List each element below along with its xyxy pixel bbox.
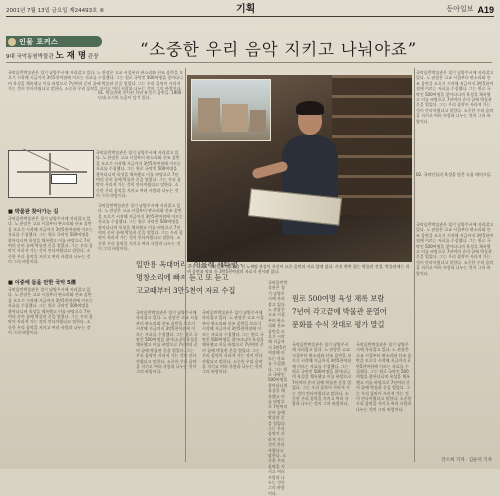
location-map [8,150,94,198]
body-column-5: 국악음반박물관은 경기 남양주시에 자리잡고 있다. 노 관장은 고교 시절부터 판소리와 산조 음반을 모으기 시작해 지금까지 3만5천여점에 이르는 자료를 수집했다. 그는 원로 국악인 500여명을 찾아다니며 육성을 채록했고 이를 바탕으로 7년여의 준비 끝에 박물관 문을 열었다. 그는 우리 음악이 사라져 가는 것이 안타까웠다고 말한다. 소중한 우리 음악을 지키고 여러 사람과 나누는 것이 그의 바람이다. [268,280,288,496]
pull-quote-right [292,292,416,338]
interviewee-name: 노 재 명 [55,51,87,61]
body-column-4: 국악음반박물관은 경기 남양주시에 자리잡고 있다. 노 관장은 고교 시절부터 판소리와 산조 음반을 모으기 시작해 지금까지 3만5천여점에 이르는 자료를 수집했다. 그는 원로 국악인 500여명을 찾아다니며 육성을 채록했고 이를 바탕으로 7년여의 준비 끝에 박물관 문을 열었다. 그는 우리 음악이 사라져 가는 것이 안타까웠다고 말한다. 소중한 우리 음악을 지키고 여러 사람과 나누는 것이 그의 바람이다. [202,310,264,375]
page-header [6,2,494,17]
page-number: A19 [477,5,494,15]
small-caption-2: 02. 국악인들의 육성을 담은 녹음 테이프들. [416,172,492,177]
body-column-7: 국악음반박물관은 경기 남양주시에 자리잡고 있다. 노 관장은 고교 시절부터 판소리와 산조 음반을 모으기 시작해 지금까지 3만5천여점에 이르는 자료를 수집했다. 그는 원로 국악인 500여명을 찾아다니며 육성을 채록했고 이를 바탕으로 7년여의 준비 끝에 박물관 문을 열었다. 그는 우리 음악이 사라져 가는 것이 안타까웠다고 말한다. 소중한 우리 음악을 지키고 여러 사람과 나누는 것이 그의 바람이다. [356,342,412,412]
pull-quote-right-line-1: 원로 500여명 육성 채록 보람 [292,294,385,303]
feature-banner [6,36,102,47]
pull-quote-right-line-2: 7년여 각고끝에 박물관 문열어 [292,307,387,316]
body-column-3: 국악음반박물관은 경기 남양주시에 자리잡고 있다. 노 관장은 고교 시절부터 판소리와 산조 음반을 모으기 시작해 지금까지 3만5천여점에 이르는 자료를 수집했다. 그는 원로 국악인 500여명을 찾아다니며 육성을 채록했고 이를 바탕으로 7년여의 준비 끝에 박물관 문을 열었다. 그는 우리 음악이 사라져 가는 것이 안타까웠다고 말한다. 소중한 우리 음악을 지키고 여러 사람과 나누는 것이 그의 바람이다. [136,310,198,375]
divider [6,62,492,63]
column-rule-right [414,68,415,462]
headline: “소중한 우리 음악 지키고 나눠야죠” [140,40,417,59]
visit-text: 국악음반박물관은 경기 남양주시에 자리잡고 있다. 노 관장은 고교 시절부터 판소리와 산조 음반을 모으기 시작해 지금까지 3만5천여점에 이르는 자료를 수집했다. 그는 원로 국악인 500여명을 찾아다니며 육성을 채록했고 이를 바탕으로 7년여의 준비 끝에 박물관 문을 열었다. 그는 우리 음악이 사라져 가는 것이 안타까웠다고 말한다. 소중한 우리 음악을 지키고 여러 사람과 나누는 것이 그의 바람이다. [8,216,93,265]
pull-quote-left [136,258,260,304]
main-photo [187,75,412,262]
body-column-right-top: 국악음반박물관은 경기 남양주시에 자리잡고 있다. 노 관장은 고교 시절부터 판소리와 산조 음반을 모으기 시작해 지금까지 3만5천여점에 이르는 자료를 수집했다. 그는 원로 국악인 500여명을 찾아다니며 육성을 채록했고 이를 바탕으로 7년여의 준비 끝에 박물관 문을 열었다. 그는 우리 음악이 사라져 가는 것이 안타까웠다고 말한다. 소중한 우리 음악을 지키고 여러 사람과 나누는 것이 그의 바람이다. [416,70,494,124]
pull-quote-right-line-3: 문화를 수식 잣대로 평가 말길 [292,320,385,329]
photo-caption: 국내 최초의 국악음반박물관을 연 노재명 관장이 자신이 모은 음반과 자료 앞에 섰다. 사진 왼쪽 위는 박물관 전경. 박물관에는 희귀 음반과 악보 등 3만5천여점의 자료가 전시돼 있다. [187,264,410,275]
subhead-favorite: ■ 이중에 들을 만한 국악 5選 [8,280,76,286]
pull-quote-left-line-2: 명창소리에 빠져 듣고 또 듣고 [136,273,229,282]
bookshelf [332,75,412,215]
favorite-text: 국악음반박물관은 경기 남양주시에 자리잡고 있다. 노 관장은 고교 시절부터 판소리와 산조 음반을 모으기 시작해 지금까지 3만5천여점에 이르는 자료를 수집했다. 그는 원로 국악인 500여명을 찾아다니며 육성을 채록했고 이를 바탕으로 7년여의 준비 끝에 박물관 문을 열었다. 그는 우리 음악이 사라져 가는 것이 안타까웠다고 말한다. 소중한 우리 음악을 지키고 여러 사람과 나누는 것이 그의 바람이다. [8,287,93,336]
small-caption-1: 01. 박물관에 전시된 희귀 유성기 음반들. 1900년대 초기의 녹음이 담겨 있다. [98,90,182,101]
byline: 안소희 기자 · 김순덕 기자 [441,458,492,463]
interviewee-line [6,49,106,61]
map-side-text: 국악음반박물관은 경기 남양주시에 자리잡고 있다. 노 관장은 고교 시절부터 판소리와 산조 음반을 모으기 시작해 지금까지 3만5천여점에 이르는 자료를 수집했다. 그는 원로 국악인 500여명을 찾아다니며 육성을 채록했고 이를 바탕으로 7년여의 준비 끝에 박물관 문을 열었다. 그는 우리 음악이 사라져 가는 것이 안타까웠다고 말한다. 소중한 우리 음악을 지키고 여러 사람과 나누는 것이 그의 바람이다. [96,150,181,199]
body-column-6: 국악음반박물관은 경기 남양주시에 자리잡고 있다. 노 관장은 고교 시절부터 판소리와 산조 음반을 모으기 시작해 지금까지 3만5천여점에 이르는 자료를 수집했다. 그는 원로 국악인 500여명을 찾아다니며 육성을 채록했고 이를 바탕으로 7년여의 준비 끝에 박물관 문을 열었다. 그는 우리 음악이 사라져 가는 것이 안타까웠다고 말한다. 소중한 우리 음악을 지키고 여러 사람과 나누는 것이 그의 바람이다. [292,342,352,407]
pull-quote-left-line-3: 고교때부터 3만5천여 자료 수집 [136,286,236,295]
issue-date: 2001년 7월 13일 금요일 제24493호 ⑥ [6,8,105,14]
subhead-visit: ■ 박물관 찾아가는 길 [8,209,59,215]
interviewee-org: 9대 국악동원박물관 [6,54,54,60]
column-rule [185,68,186,462]
section-name: 기획 [236,4,256,15]
body-column-1: 국악음반박물관은 경기 남양주시에 자리잡고 있다. 노 관장은 고교 시절부터 판소리와 산조 음반을 모으기 시작해 지금까지 3만5천여점에 이르는 자료를 수집했다. 그는 원로 국악인 500여명을 찾아다니며 육성을 채록했고 이를 바탕으로 7년여의 준비 끝에 박물관 문을 열었다. 그는 우리 음악이 사라져 가는 것이 안타까웠다고 말한다. 소중한 우리 음악을 지키고 여러 사람과 나누는 것이 그의 바람이다. [8,70,183,92]
interviewee-role: 관장 [87,54,99,60]
inset-photo-building [191,79,271,141]
body-column-2: 국악음반박물관은 경기 남양주시에 자리잡고 있다. 노 관장은 고교 시절부터 판소리와 산조 음반을 모으기 시작해 지금까지 3만5천여점에 이르는 자료를 수집했다. 그는 원로 국악인 500여명을 찾아다니며 육성을 채록했고 이를 바탕으로 7년여의 준비 끝에 박물관 문을 열었다. 그는 우리 음악이 사라져 가는 것이 안타까웠다고 말한다. 소중한 우리 음악을 지키고 여러 사람과 나누는 것이 그의 바람이다. [98,203,183,252]
pull-quote-left-line-1: 일반용 옥대머리 · 이몽례 새타령 · [136,260,243,269]
body-column-right: 국악음반박물관은 경기 남양주시에 자리잡고 있다. 노 관장은 고교 시절부터 판소리와 산조 음반을 모으기 시작해 지금까지 3만5천여점에 이르는 자료를 수집했다. 그는 원로 국악인 500여명을 찾아다니며 육성을 채록했고 이를 바탕으로 7년여의 준비 끝에 박물관 문을 열었다. 그는 우리 음악이 사라져 가는 것이 안타까웠다고 말한다. 소중한 우리 음악을 지키고 여러 사람과 나누는 것이 그의 바람이다. [416,222,494,276]
banner-bullet-icon [8,38,16,46]
banner-label: 인물 포커스 [19,37,59,46]
paper-name: 동아일보 [446,5,474,13]
